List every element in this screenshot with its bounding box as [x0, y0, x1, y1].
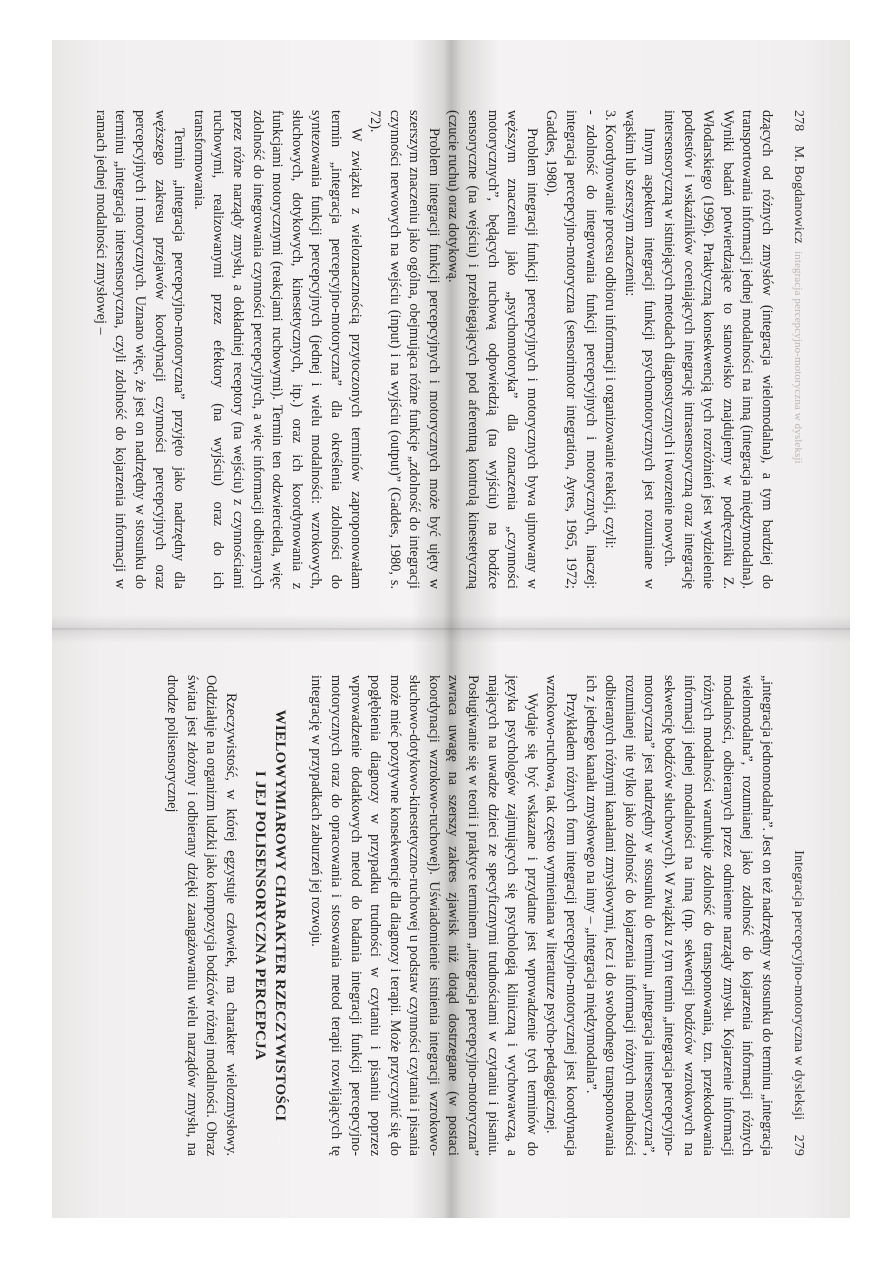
- left-page-number: 278: [791, 110, 806, 132]
- paragraph: Wydaje się być wskazane i przydatne jest wprowadzenie tych terminów do języka psychologów zajmujących się psychologią kliniczną i wychowawczą, a mających na uwadze dzieci ze specyficznymi trudnościami w czytaniu i pisaniu. Posługiwanie się w teorii i praktyce terminem „integracja percepcyjno-motoryczna” zwraca uwagę na szerszy zakres zjawisk niż dotąd dostrzegane (w postaci koordynacji wzrokowo-ruchowej). Uświadomienie istnienia integracji wzrokowo-słuchowo-dotykowo-kinestetyczno-ruchowej u podstaw czynności czytania i pisania może mieć pozytywne konsekwencje dla diagnozy i terapii. Może przyczynić się do pogłębienia diagnozy w przypadku trudności w czytaniu i pisaniu poprzez wprowadzenie dodatkowych metod do badania integracji funkcji percepcyjno-motorycznych oraz do opracowania i stosowania metod terapii rozwijających tę integrację w przypadkach zaburzeń jej rozwoju.: [308, 675, 540, 1156]
- right-running-head-title: Integracja percepcyjno-motoryczna w dysleksji: [791, 850, 806, 1121]
- section-heading-line1: WIELOWYMIAROWY CHARAKTER RZECZYWISTOŚCI: [271, 709, 288, 1122]
- paragraph: W związku z wieloznacznością przytoczonych terminów zaproponowałam termin „integracja percepcyjno-motoryczna” dla określenia zdolności do syntezowania funkcji percepcyjnych (jednej i wielu modalności: wzrokowych, słuchowych, dotykowych, kinestetycznych, itp.) oraz ich koordynowania z funkcjami motorycznymi (reakcjami ruchowymi). Termin ten odzwierciedla, więc zdolność do integrowania czynności percepcyjnych, a więc informacji odbieranych przez różne narządy zmysłu, a dokładniej receptory (na wejściu) z czynnościami ruchowymi, realizowanymi przez efektory (na wyjściu) oraz do ich transformowania.: [190, 110, 364, 589]
- left-running-head-author: M. Bogdanowicz: [791, 145, 806, 244]
- book-spread-photo: [52, 40, 850, 1218]
- section-heading-line2: I JEJ POLISENSORYCZNA PERCEPCJA: [251, 770, 268, 1061]
- paragraph: dzących od różnych zmysłów (integracja wielomodalna), a tym bardziej do transportowania informacji jednej modalności na inną (integracja międzymodalna). Wyniki badań potwierdzające to stanowisko znajdujemy w podręczniku Z. Włodarskiego (1996). Praktyczną konsekwencją tych rozróżnień jest wydzielenie podtestów i wskaźników oceniających integrację intrasensoryczną oraz integrację intersensoryczną w istniejących metodach diagnostycznych i tworzenie nowych.: [661, 110, 775, 589]
- section-heading: [250, 675, 290, 1156]
- right-running-head: [790, 675, 806, 1156]
- left-page: [52, 40, 850, 629]
- left-running-head-faint: integracja percepcyjno-motoryczna w dysleksji: [792, 251, 804, 464]
- paragraph: 3. Koordynowanie procesu odbioru informacji i organizowanie reakcji, czyli:: [602, 110, 619, 549]
- right-page-number: 279: [791, 1134, 806, 1156]
- left-running-head: [790, 110, 806, 589]
- paragraph: Problem integracji funkcji percepcyjnych i motorycznych może być ujęty w szerszym znaczeniu jako ogólna, obejmująca różne funkcje „zdolność do integracji czynności nerwowych na wejściu (input) i na wyjściu (output)” (Gaddes, 1980, s. 72).: [367, 110, 442, 589]
- paragraph: Przykładem różnych form integracji percepcyjno-motorycznej jest koordynacja wzrokowo-ruchowa, tak często wymieniana w literaturze psycho-pedagogicznej.: [543, 675, 580, 1156]
- paragraph: Termin „integracja percepcyjno-motoryczna” przyjęto jako nadrzędny dla węższego zakresu przejawów koordynacji czynności percepcyjnych oraz percepcyjnych i motorycznych. Uznano więc, że jest on nadrzędny w stosunku do terminu „integracja intersensoryczna, czyli zdolność do kojarzenia informacji w ramach jednej modalności zmysłowej –: [92, 110, 188, 589]
- paragraph: „integracja jednomodalna”. Jest on też nadrzędny w stosunku do terminu „integracja wielomodalna”, rozumianej jako zdolność do kojarzenia informacji różnych modalności, odbieranych przez odmienne narządy zmysłu. Kojarzenie informacji różnych modalności warunkuje zdolność do transponowania, tzn. przekodowania informacji jednej modalności na inną (np. sekwencji bodźców wzrokowych na sekwencję bodźców słuchowych). W związku z tym termin „integracja percepcyjno-motoryczna” jest nadrzędny w stosunku do terminu „integracja intersensoryczna”, rozumianej nie tylko jako zdolność do kojarzenia informacji różnych modalności odbieranych różnymi kanałami zmysłowymi, lecz i do swobodnego transponowania ich z jednego kanału zmysłowego na inny – „integracja międzymodalna”.: [582, 675, 775, 1156]
- rotated-spread: [52, 40, 850, 1218]
- paragraph: Problem integracji funkcji percepcyjnych i motorycznych bywa ujmowany w węższym znaczeniu jako „psychomotoryka” dla oznaczenia „czynności motorycznych”, będących ruchową odpowiedzią (na wyjściu) na bodźce sensoryczne (na wejściu) i przebiegających pod aferentną kontrolą kinestetyczną (czucie ruchu) oraz dotykową.: [445, 110, 540, 589]
- paragraph: Rzeczywistość, w której egzystuje człowiek, ma charakter wielozmysłowy. Oddziałuje na organizm ludzki jako kompozycja bodźców różnej modalności. Obraz świata jest złożony i odbierany dzięki zaangażowaniu wielu narządów zmysłu, na drodze polisensorycznej: [163, 675, 239, 1156]
- paragraph: - zdolność do integrowania funkcji percepcyjnych i motorycznych, inaczej: integracja percepcyjno-motoryczna (sensorimotor integration, Ayres, 1965, 1972; Gaddes, 1980).: [543, 110, 599, 589]
- paragraph: Innym aspektem integracji funkcji psychomotorycznych jest rozumiane w wąskim lub szerszym znaczeniu:: [621, 110, 658, 589]
- right-page: [52, 629, 850, 1218]
